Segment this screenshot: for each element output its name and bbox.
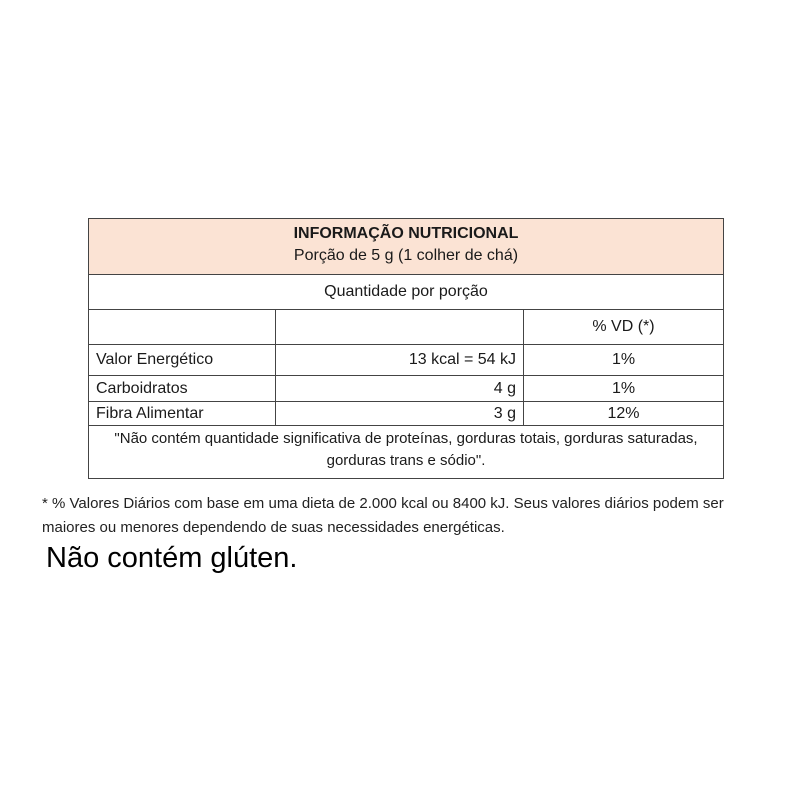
nutrient-vd: 12% <box>607 405 640 422</box>
empty-header-cell <box>89 310 276 344</box>
table-header <box>89 219 723 275</box>
vd-header: % VD (*) <box>592 318 655 335</box>
quantity-header: Quantidade por porção <box>89 275 723 310</box>
nutrient-amount: 4 g <box>276 376 524 401</box>
table-note: "Não contém quantidade significativa de proteínas, gorduras totais, gorduras saturadas, gorduras trans e sódio". <box>89 425 723 478</box>
daily-values-footnote: * % Valores Diários com base em uma dieta de 2.000 kcal ou 8400 kJ. Seus valores diários podem ser maiores ou menores dependendo de suas necessidades energéticas. <box>42 495 724 536</box>
nutrient-name: Carboidratos <box>89 376 276 401</box>
nutrient-vd: 1% <box>611 351 636 368</box>
nutrient-name: Valor Energético <box>89 345 276 375</box>
nutrient-amount: 13 kcal = 54 kJ <box>276 345 524 375</box>
table-row <box>89 402 723 425</box>
table-row <box>89 345 723 376</box>
nutrition-table <box>88 218 724 479</box>
table-row <box>89 376 723 402</box>
empty-header-cell <box>276 310 524 344</box>
table-title: INFORMAÇÃO NUTRICIONAL <box>293 225 519 242</box>
gluten-statement: Não contém glúten. <box>46 542 298 574</box>
serving-size: Porção de 5 g (1 colher de chá) <box>293 247 519 264</box>
nutrient-vd: 1% <box>611 380 636 397</box>
nutrient-amount: 3 g <box>276 402 524 425</box>
nutrient-name: Fibra Alimentar <box>89 402 276 425</box>
column-header-row <box>89 310 723 345</box>
